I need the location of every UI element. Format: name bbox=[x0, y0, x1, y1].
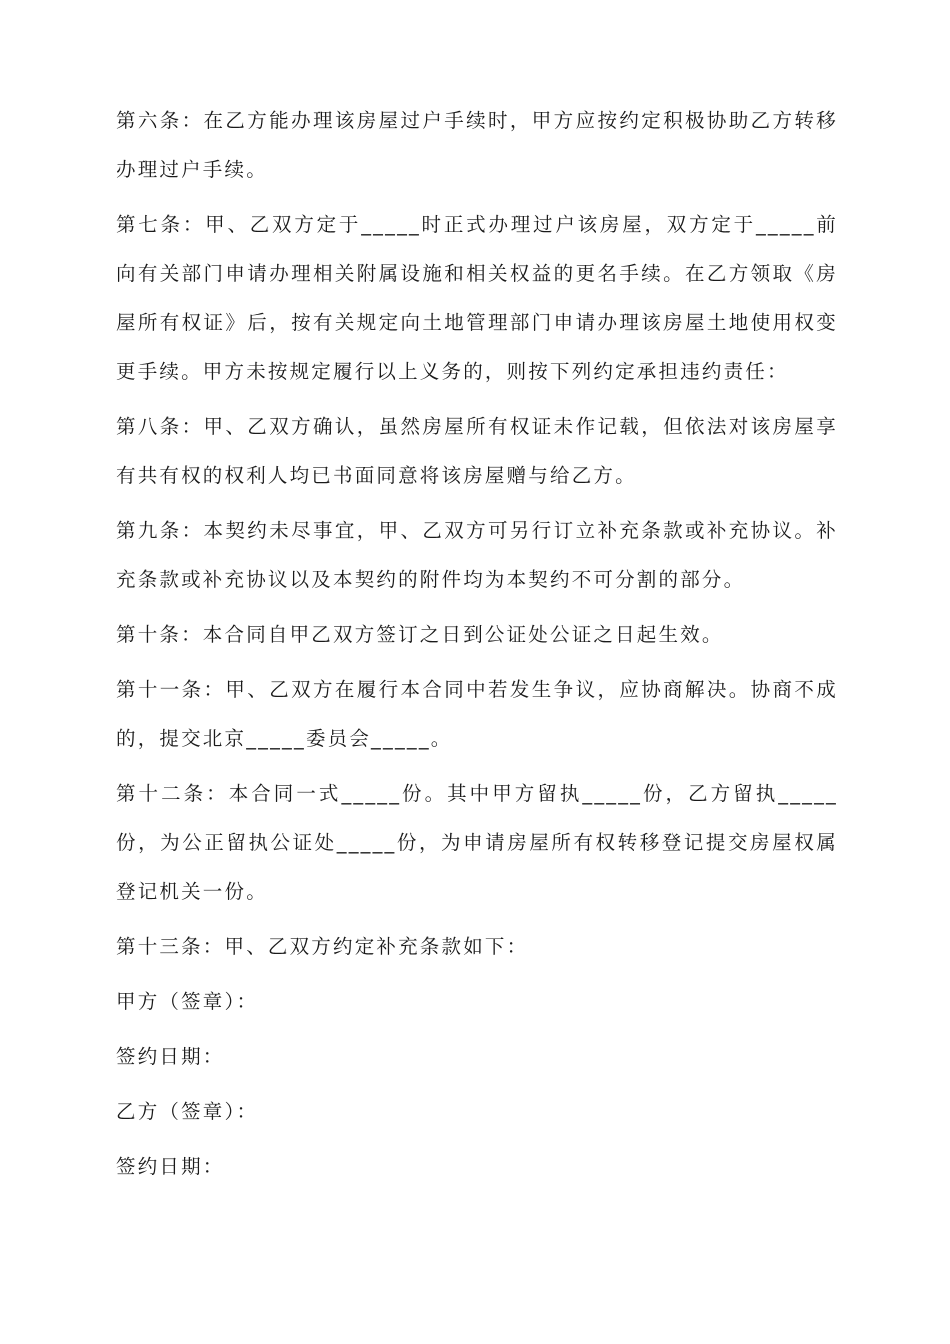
party-a-signature: 甲方（签章）： bbox=[116, 990, 259, 1013]
party-a-sign-date: 签约日期： bbox=[116, 1045, 225, 1068]
article-12: 第十二条：本合同一式_____份。其中甲方留执_____份，乙方留执_____份，为公正留执公证处_____份，为申请房屋所有权转移登记提交房屋权属登记机关一份。 bbox=[116, 782, 838, 903]
article-10: 第十条：本合同自甲乙双方签订之日到公证处公证之日起生效。 bbox=[116, 623, 724, 646]
article-13: 第十三条：甲、乙双方约定补充条款如下： bbox=[116, 935, 529, 958]
article-9: 第九条：本契约未尽事宜，甲、乙双方可另行订立补充条款或补充协议。补充条款或补充协议以及本契约的附件均为本契约不可分割的部分。 bbox=[116, 519, 838, 591]
party-b-signature: 乙方（签章）： bbox=[116, 1100, 259, 1123]
contract-document bbox=[116, 96, 838, 1197]
article-7: 第七条：甲、乙双方定于_____时正式办理过户该房屋，双方定于_____前向有关部门申请办理相关附属设施和相关权益的更名手续。在乙方领取《房屋所有权证》后，按有关规定向土地管理部门申请办理该房屋土地使用权变更手续。甲方未按规定履行以上义务的，则按下列约定承担违约责任： bbox=[116, 213, 838, 383]
article-6: 第六条：在乙方能办理该房屋过户手续时，甲方应按约定积极协助乙方转移办理过户手续。 bbox=[116, 109, 838, 181]
article-8: 第八条：甲、乙双方确认，虽然房屋所有权证未作记载，但依法对该房屋享有共有权的权利人均已书面同意将该房屋赠与给乙方。 bbox=[116, 415, 838, 487]
article-11: 第十一条：甲、乙双方在履行本合同中若发生争议，应协商解决。协商不成的，提交北京_____委员会_____。 bbox=[116, 678, 838, 750]
party-b-sign-date: 签约日期： bbox=[116, 1155, 225, 1178]
